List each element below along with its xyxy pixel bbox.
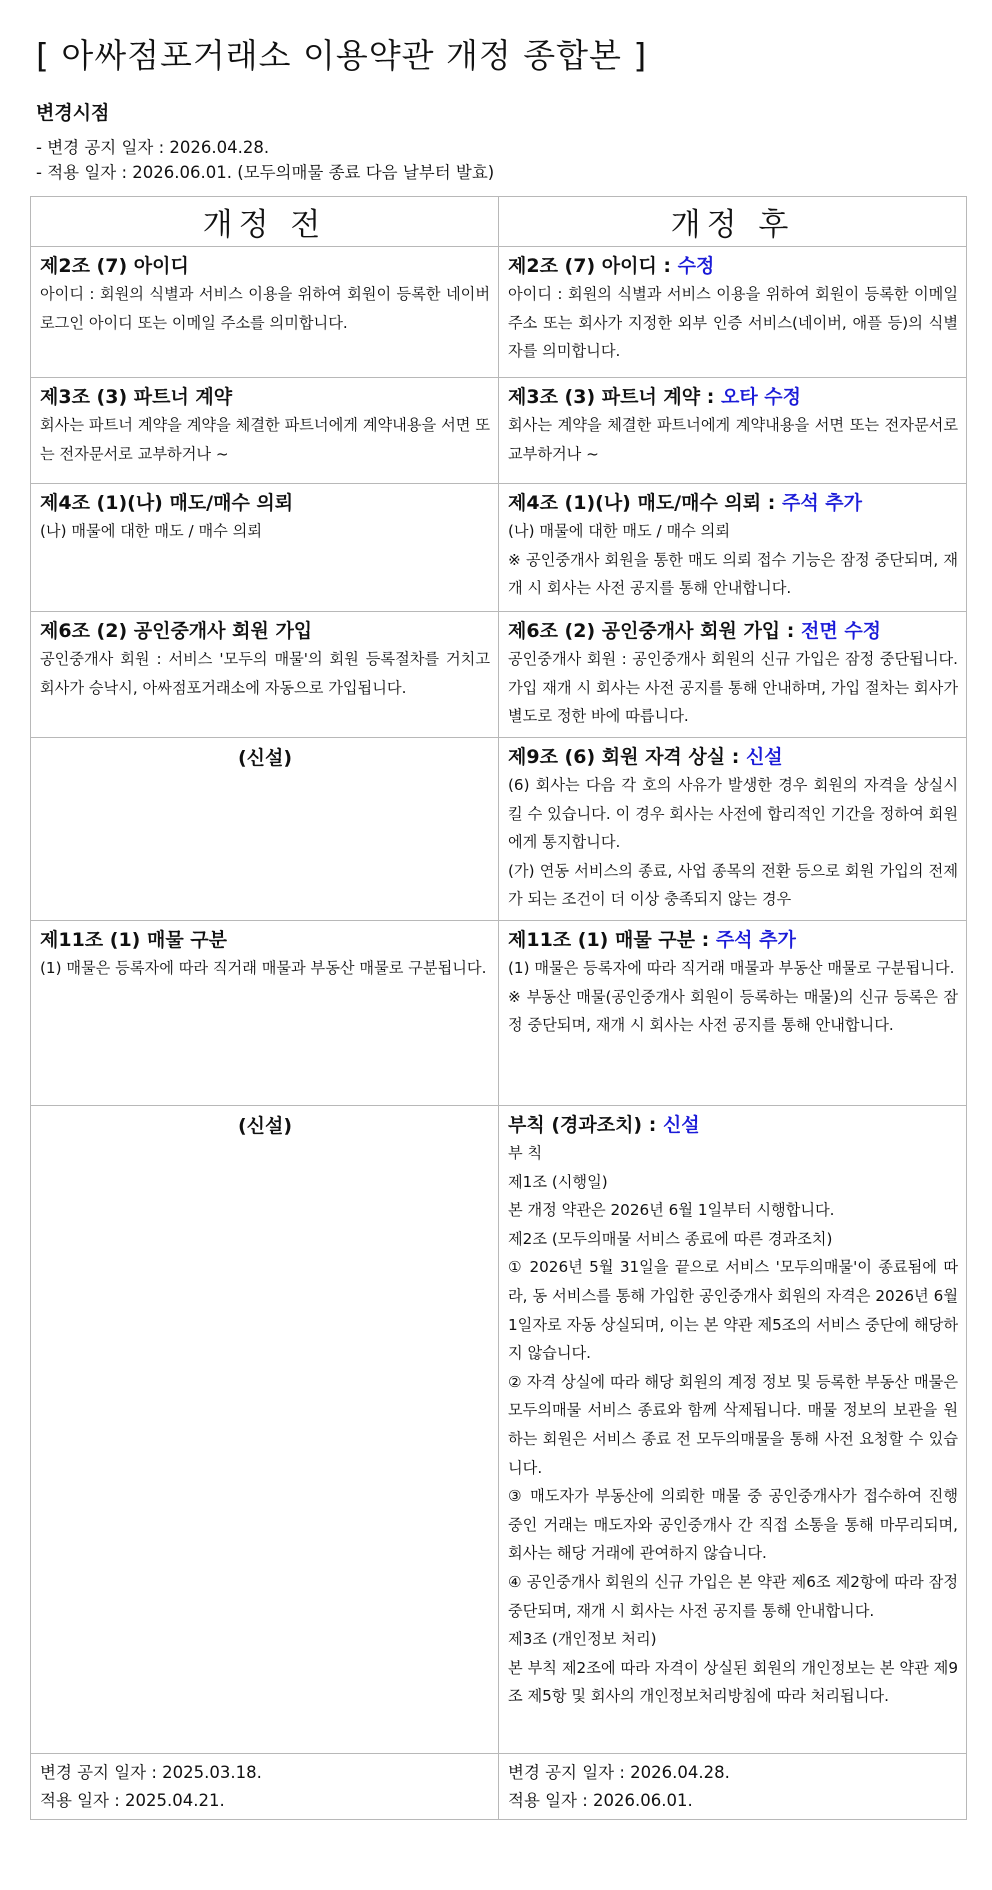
- new-article-marker: (신설): [31, 738, 499, 921]
- article-heading: 제9조 (6) 회원 자격 상실 : 신설: [508, 746, 783, 768]
- header-after: 개정 후: [499, 197, 967, 247]
- article-heading: 제11조 (1) 매물 구분 : 주석 추가: [508, 929, 796, 951]
- before-apply-date: 적용 일자 : 2025.04.21.: [40, 1791, 225, 1810]
- change-type-tag: 전면 수정: [801, 620, 882, 642]
- before-dates-cell: [31, 1754, 499, 1820]
- article-body: 아이디 : 회원의 식별과 서비스 이용을 위하여 회원이 등록한 네이버 로그인 아이디 또는 이메일 주소를 의미합니다.: [40, 285, 490, 332]
- change-type-tag: 신설: [662, 1114, 700, 1136]
- article-heading: 제3조 (3) 파트너 계약: [40, 386, 233, 408]
- after-cell: [499, 738, 967, 921]
- article-heading: 부칙 (경과조치) : 신설: [508, 1114, 700, 1136]
- article-body: (1) 매물은 등록자에 따라 직거래 매물과 부동산 매물로 구분됩니다.: [40, 959, 487, 977]
- after-cell: [499, 484, 967, 612]
- table-footer-row: [31, 1754, 967, 1820]
- new-article-marker: (신설): [31, 1106, 499, 1754]
- after-cell: [499, 247, 967, 378]
- article-body: (나) 매물에 대한 매도 / 매수 의뢰: [40, 522, 262, 540]
- before-cell: [31, 921, 499, 1106]
- article-body: 공인중개사 회원 : 공인중개사 회원의 신규 가입은 잠정 중단됩니다. 가입 재개 시 회사는 사전 공지를 통해 안내하며, 가입 절차는 회사가 별도로 정한 바에 따릅니다.: [508, 650, 958, 726]
- article-heading: 제2조 (7) 아이디 : 수정: [508, 255, 715, 277]
- article-body: (6) 회사는 다음 각 호의 사유가 발생한 경우 회원의 자격을 상실시킬 수 있습니다. 이 경우 회사는 사전에 합리적인 기간을 정하여 회원에게 통지합니다. (가) 연동 서비스의 종료, 사업 종목의 전환 등으로 회원 가입의 전제가 되는 조건이 더 이상 충족되지 않는 경우: [508, 776, 958, 909]
- comparison-table: [30, 196, 967, 1820]
- before-cell: [31, 612, 499, 738]
- article-body: 아이디 : 회원의 식별과 서비스 이용을 위하여 회원이 등록한 이메일 주소 또는 회사가 지정한 외부 인증 서비스(네이버, 애플 등)의 식별자를 의미합니다.: [508, 285, 958, 361]
- table-row: [31, 738, 967, 921]
- article-body: (나) 매물에 대한 매도 / 매수 의뢰 ※ 공인중개사 회원을 통한 매도 의뢰 접수 기능은 잠정 중단되며, 재개 시 회사는 사전 공지를 통해 안내합니다.: [508, 522, 958, 598]
- article-heading: 제4조 (1)(나) 매도/매수 의뢰 : 주석 추가: [508, 492, 863, 514]
- supplementary-provisions-body: 부 칙 제1조 (시행일) 본 개정 약관은 2026년 6월 1일부터 시행합니다. 제2조 (모두의매물 서비스 종료에 따른 경과조치) ① 2026년 5월 31일을 끝으로 서비스 '모두의매물'이 종료됨에 따라, 동 서비스를 통해 가입한 공인중개사 회원의 자격은 2026년 6월 1일자로 자동 상실되며, 이는 본 약관 제5조의 서비스 중단에 해당하지 않습니다. ② 자격 상실에 따라 해당 회원의 계정 정보 및 등록한 부동산 매물은 모두의매물 서비스 종료와 함께 삭제됩니다. 매물 정보의 보관을 원하는 회원은 서비스 종료 전 모두의매물을 통해 사전 요청할 수 있습니다. ③ 매도자가 부동산에 의뢰한 매물 중 공인중개사가 접수하여 진행 중인 거래는 매도자와 공인중개사 간 직접 소통을 통해 마무리되며, 회사는 해당 거래에 관여하지 않습니다. ④ 공인중개사 회원의 신규 가입은 본 약관 제6조 제2항에 따라 잠정 중단되며, 재개 시 회사는 사전 공지를 통해 안내합니다. 제3조 (개인정보 처리) 본 부칙 제2조에 따라 자격이 상실된 회원의 개인정보는 본 약관 제9조 제5항 및 회사의 개인정보처리방침에 따라 처리됩니다.: [508, 1144, 958, 1706]
- article-heading: 제3조 (3) 파트너 계약 : 오타 수정: [508, 386, 801, 408]
- after-apply-date: 적용 일자 : 2026.06.01.: [508, 1791, 693, 1810]
- document-title: [ 아싸점포거래소 이용약관 개정 종합본 ]: [36, 36, 648, 75]
- before-notice-date: 변경 공지 일자 : 2025.03.18.: [40, 1763, 262, 1782]
- article-body: (1) 매물은 등록자에 따라 직거래 매물과 부동산 매물로 구분됩니다. ※ 부동산 매물(공인중개사 회원이 등록하는 매물)의 신규 등록은 잠정 중단되며, 재개 시 회사는 사전 공지를 통해 안내합니다.: [508, 959, 958, 1035]
- table-header-row: [31, 197, 967, 247]
- table-row: [31, 1106, 967, 1754]
- article-body: 공인중개사 회원 : 서비스 '모두의 매물'의 회원 등록절차를 거치고 회사가 승낙시, 아싸점포거래소에 자동으로 가입됩니다.: [40, 650, 490, 697]
- table-row: [31, 921, 967, 1106]
- change-type-tag: 수정: [677, 255, 715, 277]
- article-heading: 제6조 (2) 공인중개사 회원 가입 : 전면 수정: [508, 620, 882, 642]
- after-notice-date: 변경 공지 일자 : 2026.04.28.: [508, 1763, 730, 1782]
- table-row: [31, 612, 967, 738]
- header-before: 개정 전: [31, 197, 499, 247]
- after-dates-cell: [499, 1754, 967, 1820]
- apply-date-line: - 적용 일자 : 2026.06.01. (모두의매물 종료 다음 날부터 발효): [36, 163, 495, 182]
- table-row: [31, 378, 967, 484]
- article-heading: 제4조 (1)(나) 매도/매수 의뢰: [40, 492, 294, 514]
- before-cell: [31, 247, 499, 378]
- after-cell: [499, 921, 967, 1106]
- table-row: [31, 484, 967, 612]
- before-cell: [31, 484, 499, 612]
- article-body: 회사는 파트너 계약을 계약을 체결한 파트너에게 계약내용을 서면 또는 전자문서로 교부하거나 ~: [40, 416, 490, 463]
- before-cell: [31, 378, 499, 484]
- notice-date-line: - 변경 공지 일자 : 2026.04.28.: [36, 138, 270, 157]
- after-cell: [499, 378, 967, 484]
- change-type-tag: 주석 추가: [781, 492, 863, 514]
- change-type-tag: 주석 추가: [715, 929, 796, 951]
- after-cell: [499, 612, 967, 738]
- article-body: 회사는 계약을 체결한 파트너에게 계약내용을 서면 또는 전자문서로 교부하거나 ~: [508, 416, 958, 463]
- change-type-tag: 오타 수정: [720, 386, 801, 408]
- change-type-tag: 신설: [745, 746, 783, 768]
- article-heading: 제6조 (2) 공인중개사 회원 가입: [40, 620, 313, 642]
- table-row: [31, 247, 967, 378]
- after-cell: [499, 1106, 967, 1754]
- change-timing-label: 변경시점: [36, 102, 110, 124]
- article-heading: 제2조 (7) 아이디: [40, 255, 189, 277]
- article-heading: 제11조 (1) 매물 구분: [40, 929, 227, 951]
